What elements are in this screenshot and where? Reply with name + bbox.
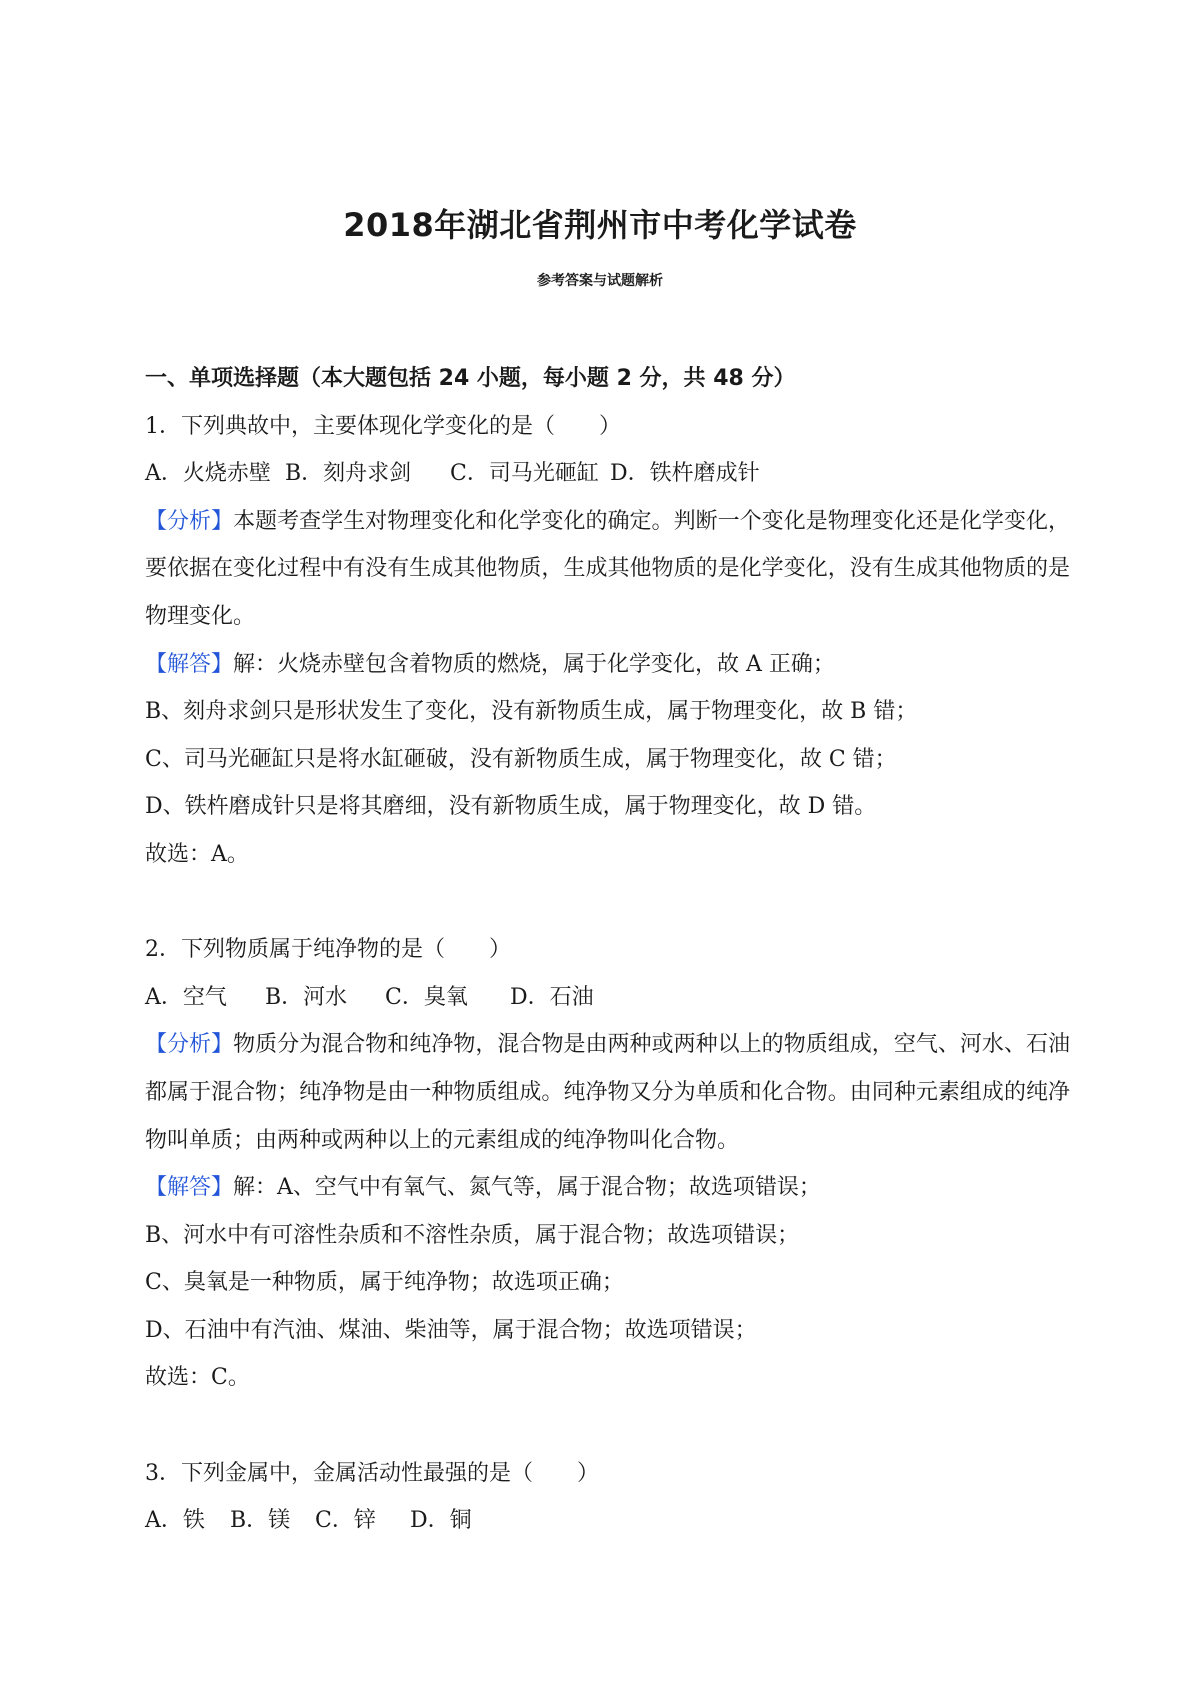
analysis-text: 物质分为混合物和纯净物，混合物是由两种或两种以上的物质组成，空气、河水、石油都属于混合物；纯净物是由一种物质组成。纯净物又分为单质和化合物。由同种元素组成的纯净物叫单质；由两种或两种以上的元素组成的纯净物叫化合物。 — [145, 1032, 1070, 1153]
analysis-paragraph — [145, 1021, 1070, 1164]
option-d: D．石油 — [510, 984, 594, 1010]
option-c: C．锌 — [315, 1508, 376, 1534]
answer-line: C、臭氧是一种物质，属于纯净物；故选项正确； — [145, 1270, 624, 1296]
option-c: C．臭氧 — [385, 984, 468, 1010]
option-a: A．铁 — [145, 1508, 205, 1534]
question-3 — [145, 1450, 1070, 1545]
question-1 — [145, 403, 1070, 879]
options-row — [145, 1497, 1070, 1545]
answer-tag: 【解答】 — [145, 651, 234, 677]
analysis-tag: 【分析】 — [145, 1032, 234, 1058]
option-b: B．镁 — [230, 1508, 291, 1534]
option-c: C．司马光砸缸 — [450, 461, 599, 487]
answer-paragraph — [145, 641, 1070, 689]
answer-paragraph — [145, 1164, 1070, 1212]
answer-line: D、石油中有汽油、煤油、柴油等，属于混合物；故选项错误； — [145, 1317, 757, 1343]
option-d: D．铁杵磨成针 — [610, 461, 760, 487]
answer-text: 解：A、空气中有氧气、氮气等，属于混合物；故选项错误； — [233, 1175, 821, 1201]
options-row — [145, 974, 1070, 1022]
answer-text: 解：火烧赤壁包含着物质的燃烧，属于化学变化，故 A 正确； — [233, 651, 835, 677]
final-choice: 故选：C。 — [145, 1365, 250, 1391]
option-b: B．刻舟求剑 — [285, 461, 412, 487]
options-row — [145, 450, 1070, 498]
question-2 — [145, 926, 1070, 1402]
answer-line: D、铁杵磨成针只是将其磨细，没有新物质生成，属于物理变化，故 D 错。 — [145, 794, 877, 820]
answer-tag: 【解答】 — [145, 1175, 234, 1201]
question-stem: 2．下列物质属于纯净物的是（ ） — [145, 937, 511, 963]
section-heading: 一、单项选择题（本大题包括 24 小题，每小题 2 分，共 48 分） — [145, 366, 796, 391]
analysis-text: 本题考查学生对物理变化和化学变化的确定。判断一个变化是物理变化还是化学变化，要依据在变化过程中有没有生成其他物质，生成其他物质的是化学变化，没有生成其他物质的是物理变化。 — [145, 508, 1070, 629]
answer-line: B、刻舟求剑只是形状发生了变化，没有新物质生成，属于物理变化，故 B 错； — [145, 699, 918, 725]
answer-line: B、河水中有可溶性杂质和不溶性杂质，属于混合物；故选项错误； — [145, 1222, 800, 1248]
option-a: A．火烧赤壁 — [145, 461, 271, 487]
final-choice: 故选：A。 — [145, 841, 249, 867]
option-d: D．铜 — [410, 1508, 472, 1534]
answer-line: C、司马光砸缸只是将水缸砸破，没有新物质生成，属于物理变化，故 C 错； — [145, 746, 897, 772]
option-a: A．空气 — [145, 984, 227, 1010]
question-stem: 1．下列典故中，主要体现化学变化的是（ ） — [145, 413, 621, 439]
analysis-tag: 【分析】 — [145, 508, 234, 534]
analysis-paragraph — [145, 498, 1070, 641]
content — [145, 355, 1070, 1545]
option-b: B．河水 — [265, 984, 348, 1010]
question-stem: 3．下列金属中，金属活动性最强的是（ ） — [145, 1460, 599, 1486]
page-title: 2018年湖北省荆州市中考化学试卷 — [343, 206, 857, 244]
page-subtitle: 参考答案与试题解析 — [537, 273, 663, 289]
